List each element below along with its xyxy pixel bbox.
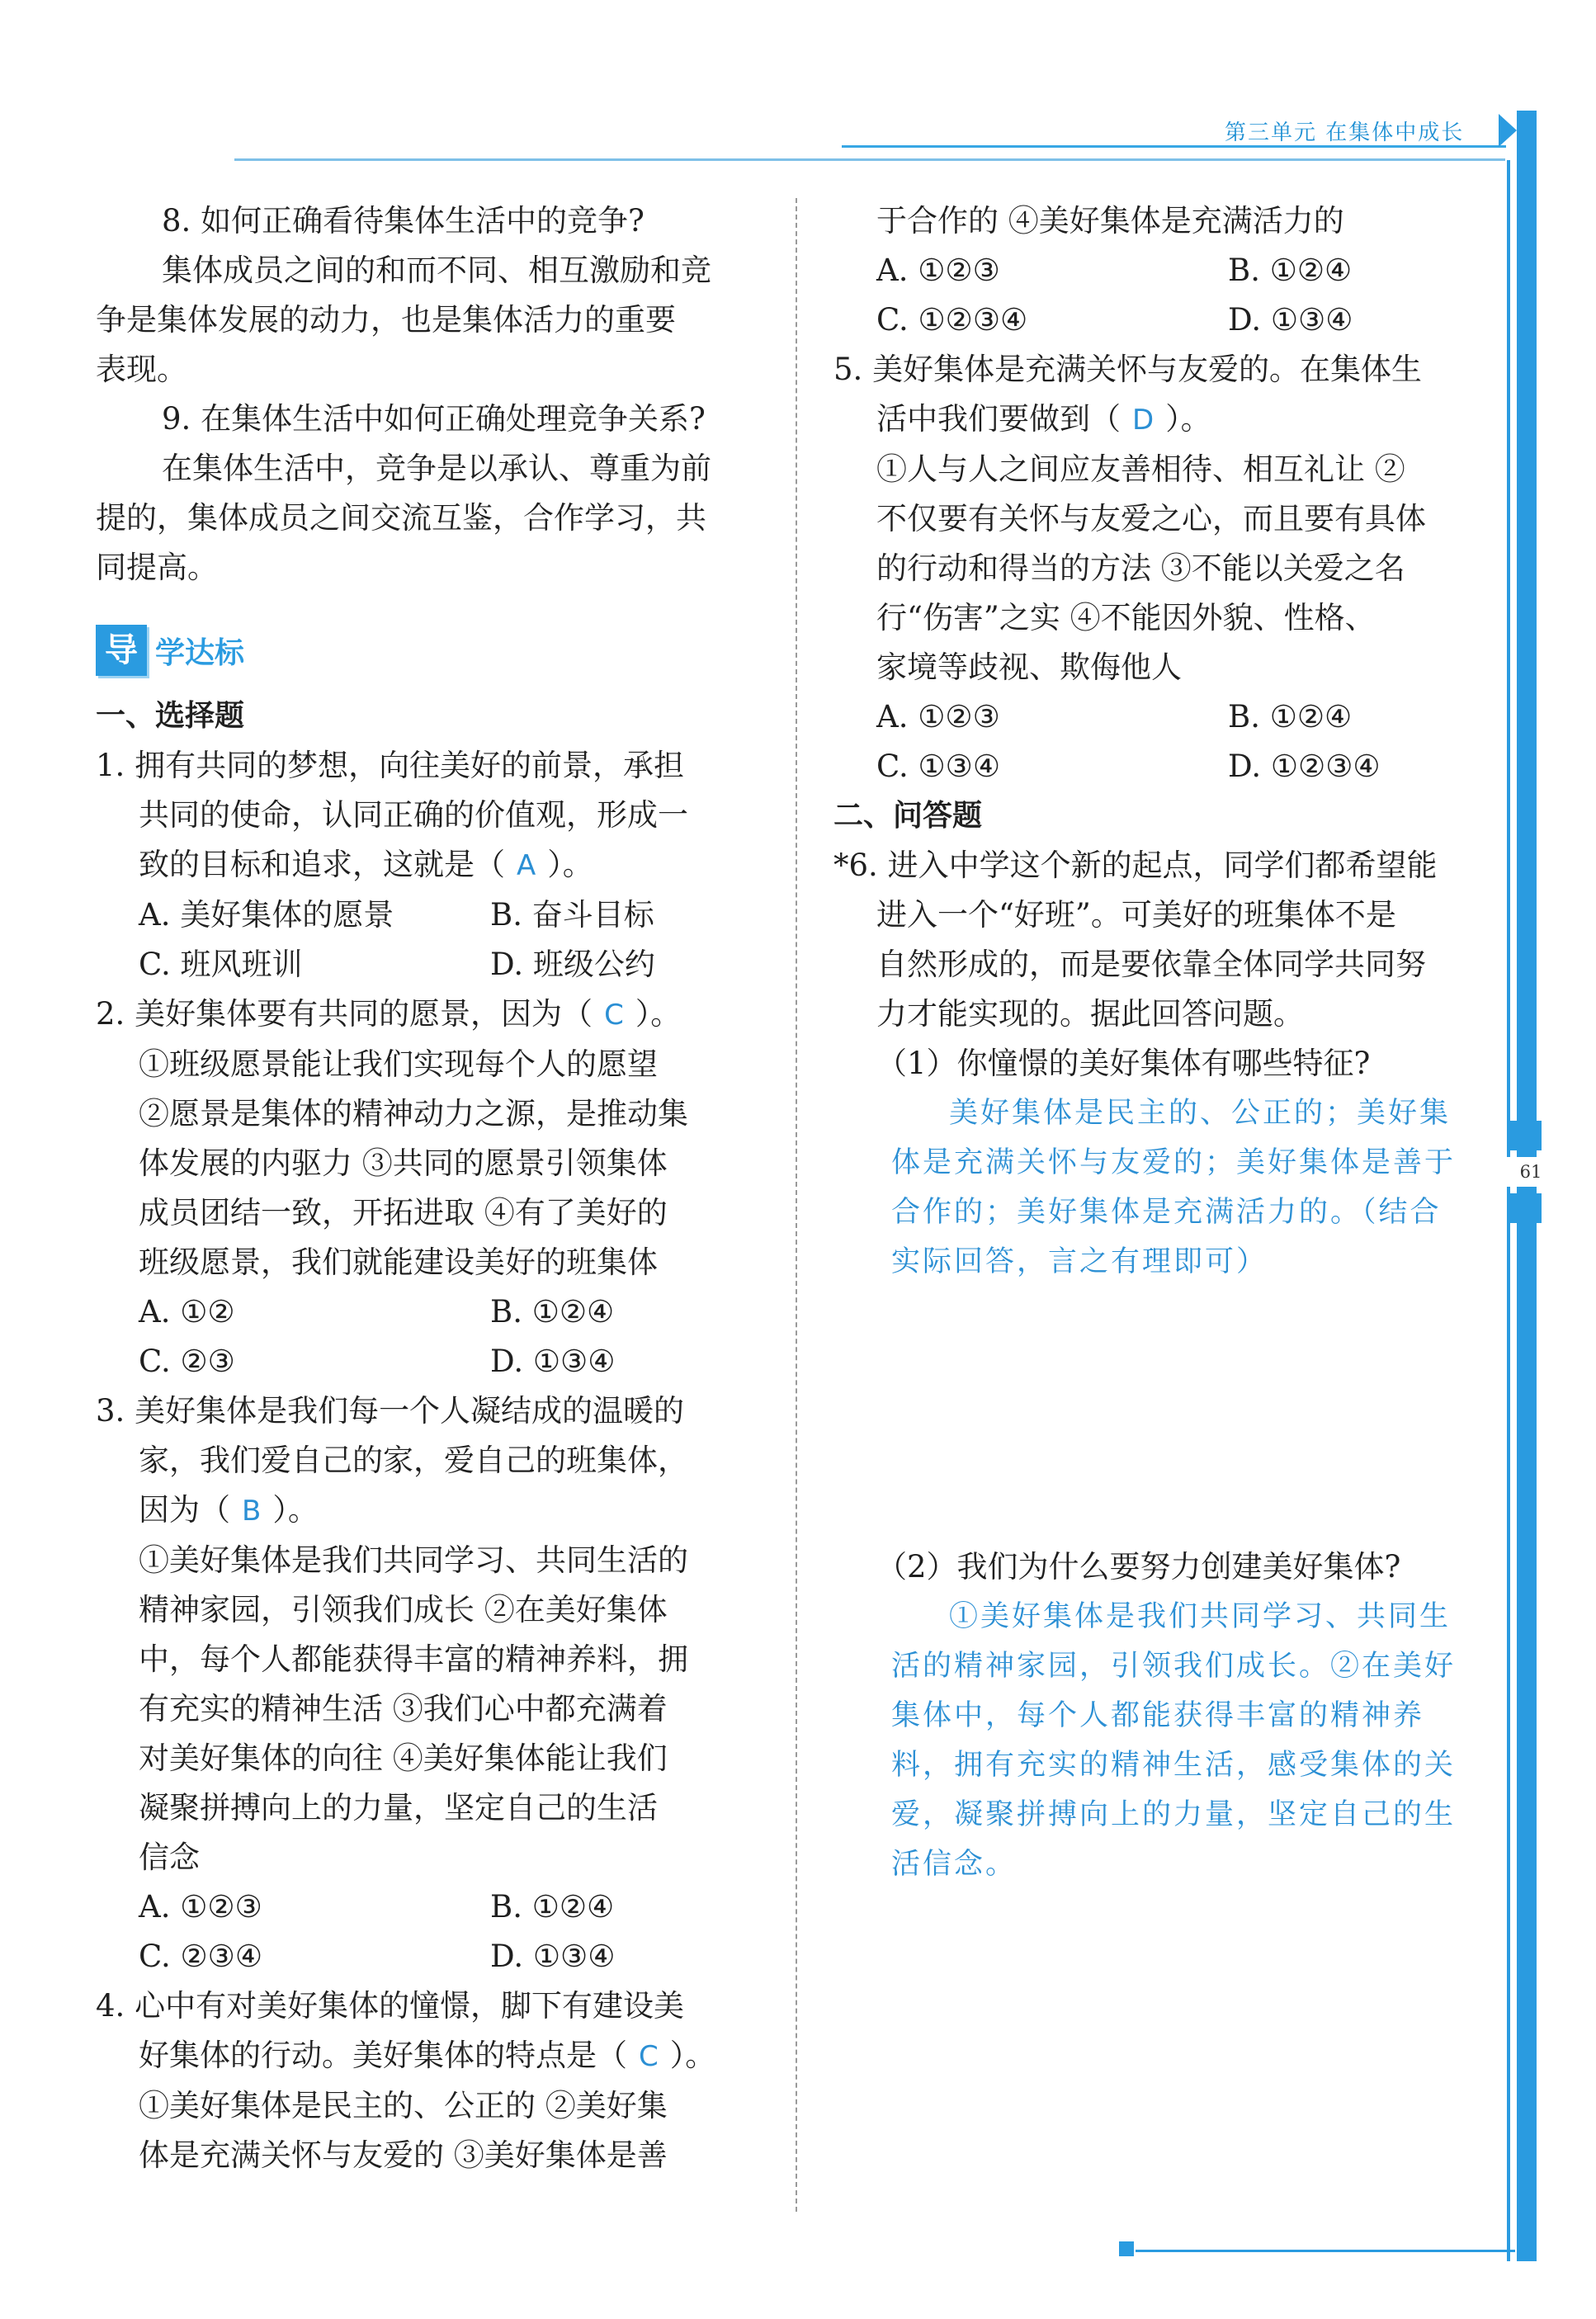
- option-a: A. ①②③: [876, 699, 1000, 734]
- option-d: D. ①③④: [490, 1344, 616, 1379]
- unit-title: 第三单元 在集体中成长: [1225, 120, 1465, 145]
- q1-line: 共同的使命，认同正确的价值观，形成一: [139, 797, 688, 833]
- q2-options-row: [96, 1337, 764, 1386]
- q2-line: 成员团结一致，开拓进取 ④有了美好的: [139, 1195, 668, 1230]
- q3-line: 有充实的精神生活 ③我们心中都充满着: [139, 1691, 668, 1726]
- q6-line: *6. 进入中学这个新的起点，同学们都希望能: [833, 848, 1438, 883]
- q5-stem-end: 活中我们要做到（ D ）。: [876, 401, 1211, 437]
- section-heading-qa: 二、问答题: [833, 799, 983, 833]
- option-d: D. ①②③④: [1228, 749, 1381, 784]
- q5-line: 家境等歧视、欺侮他人: [876, 649, 1182, 685]
- q3-line: 精神家园，引领我们成长 ②在美好集体: [139, 1592, 668, 1627]
- question-3: [96, 1386, 764, 1981]
- footer-square-icon: [1119, 2241, 1134, 2256]
- option-a: A. 美好集体的愿景: [139, 897, 394, 933]
- question-5: [833, 345, 1499, 791]
- q4-stem-end: 好集体的行动。美好集体的特点是（ C ）。: [139, 2038, 716, 2073]
- option-d: D. ①③④: [1228, 302, 1353, 338]
- q2-answer: C: [604, 999, 624, 1032]
- q6-line: 进入一个“好班”。可美好的班集体不是: [876, 897, 1396, 933]
- q9-line: 同提高。: [96, 550, 218, 585]
- handwritten-answer: 活的精神家园，引领我们成长。②在美好: [891, 1650, 1457, 1683]
- left-column: [96, 196, 764, 2180]
- handwritten-answer: 实际回答，言之有理即可）: [891, 1245, 1268, 1278]
- section-banner: [96, 626, 764, 675]
- guide-icon: 导: [96, 625, 147, 676]
- q4-line: 于合作的 ④美好集体是充满活力的: [876, 203, 1344, 239]
- section-heading-choice: 一、选择题: [96, 699, 245, 733]
- q6-sub2: （2）我们为什么要努力创建美好集体?: [876, 1549, 1401, 1585]
- q3-line: 凝聚拼搏向上的力量，坚定自己的生活: [139, 1790, 658, 1825]
- q9-title: 9. 在集体生活中如何正确处理竞争关系?: [162, 401, 706, 437]
- q2-line: ①班级愿景能让我们实现每个人的愿望: [139, 1046, 658, 1082]
- option-c: C. 班风班训: [139, 947, 303, 982]
- handwritten-answer: 爱，凝聚拼搏向上的力量，坚定自己的生: [891, 1798, 1457, 1831]
- header-rule: [234, 158, 1505, 161]
- q6-line: 自然形成的，而是要依靠全体同学共同努: [876, 947, 1426, 982]
- page-tab-bottom: [1509, 1193, 1542, 1223]
- q5-options-row: [833, 692, 1499, 742]
- q2-line: 体发展的内驱力 ③共同的愿景引领集体: [139, 1145, 668, 1181]
- q5-line: 不仅要有关怀与友爱之心，而且要有具体: [876, 501, 1426, 536]
- q5-answer: D: [1132, 404, 1155, 437]
- q3-line: 信念: [139, 1840, 200, 1875]
- q8-line: 表现。: [96, 352, 187, 387]
- option-c: C. ①③④: [876, 749, 1001, 784]
- option-a: A. ①②: [139, 1294, 235, 1330]
- q8-title: 8. 如何正确看待集体生活中的竞争?: [162, 203, 645, 239]
- footer-rule: [1136, 2250, 1515, 2252]
- q2-line: ②愿景是集体的精神动力之源，是推动集: [139, 1096, 688, 1131]
- q3-line: 3. 美好集体是我们每一个人凝结成的温暖的: [96, 1393, 685, 1429]
- handwritten-answer: 集体中，每个人都能获得丰富的精神养: [891, 1699, 1425, 1732]
- column-divider: [796, 198, 797, 2212]
- question-2: [96, 989, 764, 1386]
- option-b: B. ①②④: [1228, 699, 1353, 734]
- q5-line: 的行动和得当的方法 ③不能以关爱之名: [876, 550, 1405, 586]
- handwritten-answer: 料，拥有充实的精神生活，感受集体的关: [891, 1749, 1457, 1782]
- q3-line: 中，每个人都能获得丰富的精神养料，拥: [139, 1641, 688, 1677]
- option-d: D. 班级公约: [490, 947, 655, 982]
- q3-line: 对美好集体的向往 ④美好集体能让我们: [139, 1740, 668, 1776]
- q4-options-row: [833, 295, 1499, 345]
- q9-line: 在集体生活中，竞争是以承认、尊重为前: [162, 451, 711, 486]
- q1-line: 1. 拥有共同的梦想，向往美好的前景，承担: [96, 748, 685, 783]
- question-6: [833, 841, 1499, 1889]
- q3-options-row: [96, 1882, 764, 1932]
- handwritten-answer: 体是充满关怀与友爱的；美好集体是善于: [891, 1146, 1457, 1179]
- q2-options-row: [96, 1287, 764, 1337]
- q2-line: 班级愿景，我们就能建设美好的班集体: [139, 1245, 658, 1280]
- q3-options-row: [96, 1932, 764, 1981]
- q8-line: 集体成员之间的和而不同、相互激励和竞: [162, 253, 711, 288]
- q5-line: ①人与人之间应友善相待、相互礼让 ②: [876, 451, 1405, 487]
- option-b: B. ①②④: [490, 1294, 615, 1330]
- option-d: D. ①③④: [490, 1939, 616, 1974]
- q9-line: 提的，集体成员之间交流互鉴，合作学习，共: [96, 500, 706, 536]
- option-b: B. ①②④: [490, 1889, 615, 1925]
- handwritten-answer: 活信念。: [891, 1848, 1018, 1881]
- q8-line: 争是集体发展的动力，也是集体活力的重要: [96, 302, 676, 338]
- q6-sub1: （1）你憧憬的美好集体有哪些特征?: [876, 1046, 1371, 1081]
- option-a: A. ①②③: [876, 253, 1000, 288]
- q6-line: 力才能实现的。据此回答问题。: [876, 996, 1304, 1032]
- q3-line: ①美好集体是我们共同学习、共同生活的: [139, 1542, 688, 1578]
- q3-line: 家，我们爱自己的家，爱自己的班集体，: [139, 1443, 688, 1478]
- q4-line: 体是充满关怀与友爱的 ③美好集体是善: [139, 2137, 668, 2173]
- option-c: C. ②③: [139, 1344, 235, 1379]
- q1-answer: A: [517, 849, 536, 882]
- page-number: 61: [1507, 1157, 1555, 1187]
- question-8: [96, 196, 764, 394]
- option-a: A. ①②③: [139, 1889, 262, 1925]
- page-tab-top: [1509, 1121, 1542, 1150]
- handwritten-answer: 美好集体是民主的、公正的；美好集: [949, 1097, 1452, 1130]
- q1-options-row: [96, 940, 764, 989]
- q5-line: 5. 美好集体是充满关怀与友爱的。在集体生: [833, 352, 1423, 387]
- question-1: [96, 741, 764, 989]
- option-c: C. ②③④: [139, 1939, 263, 1974]
- q5-line: 行“伤害”之实 ④不能因外貌、性格、: [876, 600, 1376, 635]
- q4-line: 4. 心中有对美好集体的憧憬，脚下有建设美: [96, 1988, 685, 2024]
- right-column: [833, 196, 1499, 1889]
- q3-stem-end: 因为（ B ）。: [139, 1492, 319, 1528]
- q4-options-row: [833, 246, 1499, 295]
- header-arrow-icon: [1499, 114, 1517, 147]
- question-9: [96, 394, 764, 593]
- handwritten-answer: ①美好集体是我们共同学习、共同生: [949, 1600, 1452, 1633]
- question-4: [96, 1981, 764, 2180]
- option-b: B. 奋斗目标: [490, 897, 654, 933]
- q4-line: ①美好集体是民主的、公正的 ②美好集: [139, 2088, 668, 2123]
- q5-options-row: [833, 742, 1499, 791]
- option-c: C. ①②③④: [876, 302, 1028, 338]
- q4-answer: C: [639, 2040, 659, 2073]
- question-4-continued: [833, 196, 1499, 345]
- q1-options-row: [96, 890, 764, 940]
- q2-stem: 2. 美好集体要有共同的愿景，因为（ C ）。: [96, 996, 682, 1032]
- q3-answer: B: [242, 1495, 262, 1528]
- section-banner-label: 学达标: [155, 635, 245, 670]
- option-b: B. ①②④: [1228, 253, 1353, 288]
- handwritten-answer: 合作的；美好集体是充满活力的。（结合: [891, 1196, 1442, 1229]
- q1-stem-end: 致的目标和追求，这就是（ A ）。: [139, 847, 593, 882]
